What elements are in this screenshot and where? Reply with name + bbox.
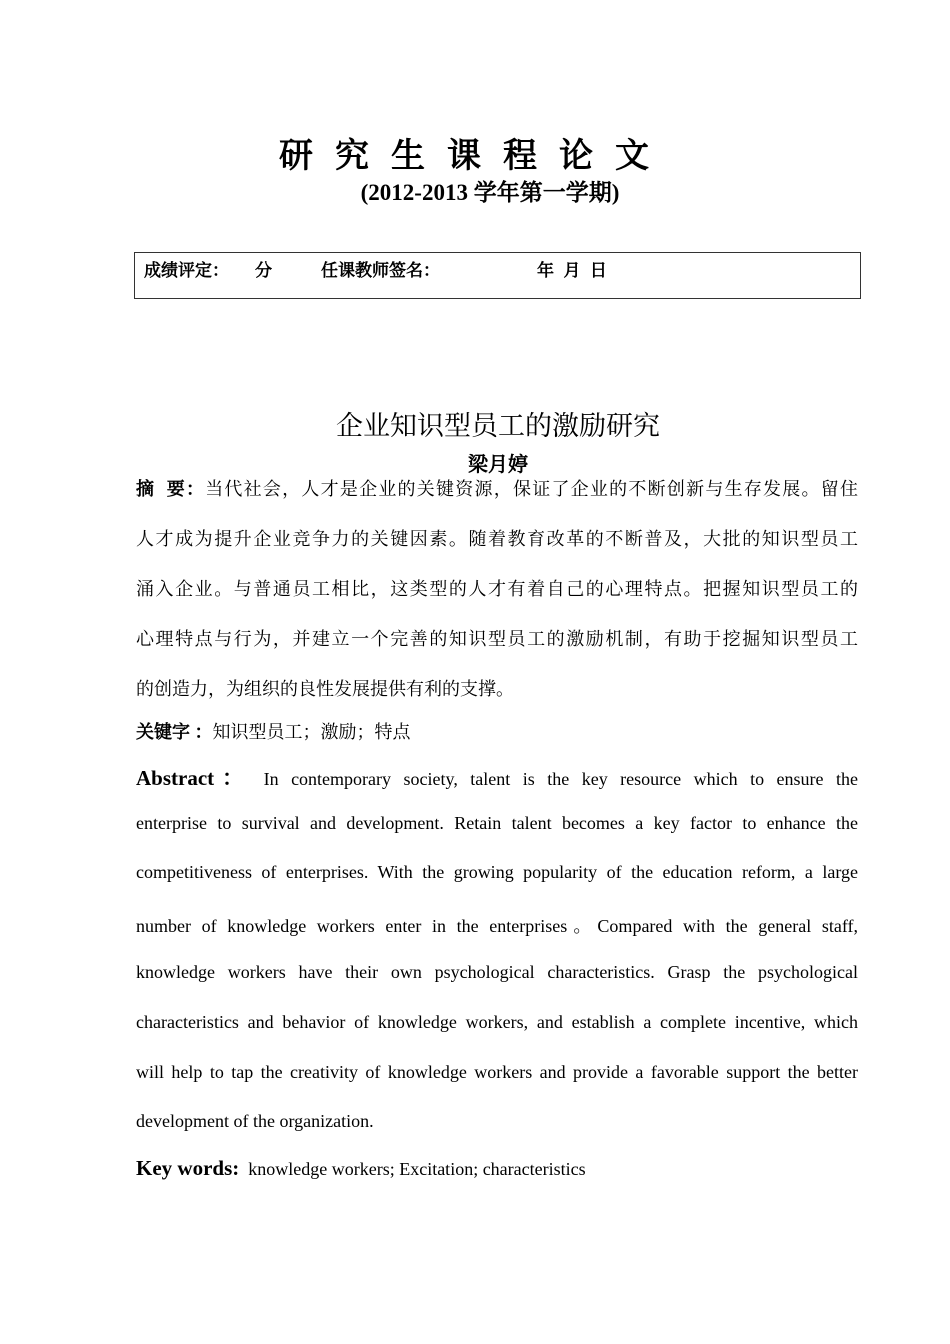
- abstract-cn-text: 当代社会，人才是企业的关键资源，保证了企业的不断创新与生存发展。留住: [205, 479, 858, 499]
- document-title: 研究生课程论文: [279, 137, 671, 175]
- keywords-en-label: Key words:: [136, 1156, 240, 1180]
- author-name: 梁月婷: [468, 454, 528, 476]
- abstract-cn-line: [136, 475, 858, 501]
- keywords-cn-text: 知识型员工；激励；特点: [212, 722, 411, 742]
- keywords-cn-label: 关键字 ：: [136, 722, 213, 742]
- abstract-cn-line: 涌入企业。与普通员工相比，这类型的人才有着自己的心理特点。把握知识型员工的: [136, 579, 858, 599]
- abstract-cn-label: 摘 要：: [136, 479, 206, 499]
- keywords-en-text: knowledge workers; Excitation; characteristics: [248, 1159, 586, 1179]
- keywords-en: [136, 1156, 858, 1181]
- abstract-cn-line: 人才成为提升企业竞争力的关键因素。随着教育改革的不断普及，大批的知识型员工: [136, 529, 858, 549]
- date-label: 年 月 日: [537, 261, 607, 280]
- abstract-en-line: characteristics and behavior of knowledge workers, and establish a complete incentive, which: [136, 1012, 858, 1032]
- abstract-en-line: enterprise to survival and development. Retain talent becomes a key factor to enhance the: [136, 813, 858, 833]
- abstract-en-line: competitiveness of enterprises. With the growing popularity of the education reform, a large: [136, 862, 858, 882]
- abstract-cn-line: 的创造力，为组织的良性发展提供有利的支撑。: [136, 679, 514, 699]
- academic-term: (2012-2013 学年第一学期): [360, 180, 620, 205]
- score-unit: 分: [255, 261, 272, 280]
- abstract-en-label: Abstract：: [136, 766, 252, 790]
- teacher-signature-label: 任课教师签名：: [321, 261, 440, 280]
- abstract-en-text: In contemporary society, talent is the key resource which to ensure the: [263, 769, 859, 789]
- abstract-en-line: development of the organization.: [136, 1111, 374, 1131]
- paper-title: 企业知识型员工的激励研究: [336, 411, 660, 441]
- abstract-en-line: [136, 762, 858, 792]
- abstract-en-line: number of knowledge workers enter in the enterprises。Compared with the general staff,: [136, 916, 858, 936]
- abstract-en-line: will help to tap the creativity of knowledge workers and provide a favorable support the better: [136, 1062, 858, 1082]
- grade-box: [134, 252, 861, 299]
- abstract-en-line: knowledge workers have their own psychological characteristics. Grasp the psychological: [136, 962, 858, 982]
- keywords-cn: [136, 718, 858, 744]
- grade-label: 成绩评定：: [144, 261, 229, 280]
- abstract-cn-line: 心理特点与行为，并建立一个完善的知识型员工的激励机制，有助于挖掘知识型员工: [136, 629, 858, 649]
